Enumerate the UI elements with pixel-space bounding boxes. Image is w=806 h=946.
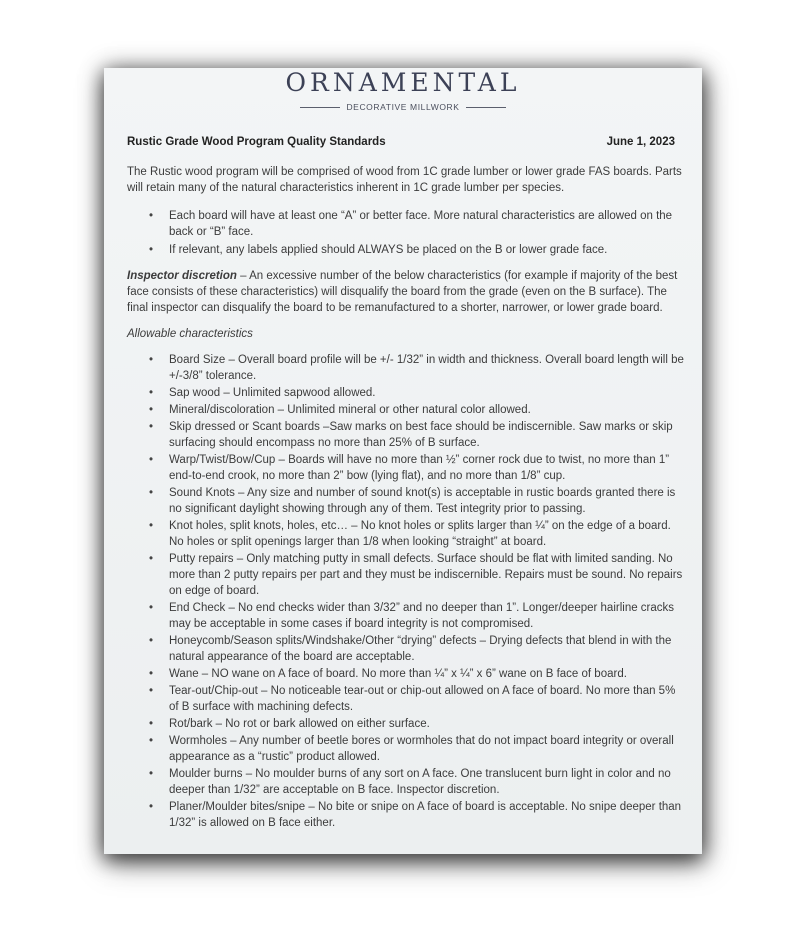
list-item: • Sap wood – Unlimited sapwood allowed. — [149, 385, 687, 401]
list-item: • Rot/bark – No rot or bark allowed on either surface. — [149, 716, 687, 732]
logo-rule-right — [466, 107, 506, 108]
logo-rule-left — [300, 107, 340, 108]
logo-tagline-row — [104, 102, 702, 112]
list-item: • Sound Knots – Any size and number of sound knot(s) is acceptable in rustic boards granted there is no significant daylight showing through any of them. Test integrity prior to passing. — [149, 485, 687, 517]
allowable-heading: Allowable characteristics — [127, 328, 253, 340]
list-item: • If relevant, any labels applied should ALWAYS be placed on the B or lower grade face. — [149, 242, 687, 258]
list-item: • Moulder burns – No moulder burns of any sort on A face. One translucent burn light in color and no deeper than 1/32” are acceptable on B face. Inspector discretion. — [149, 766, 687, 798]
list-item: • Planer/Moulder bites/snipe – No bite or snipe on A face of board is acceptable. No snipe deeper than 1/32” is allowed on B face either. — [149, 799, 687, 831]
document-page — [104, 68, 702, 854]
title-row — [127, 134, 687, 150]
list-item: • Skip dressed or Scant boards –Saw marks on best face should be indiscernible. Saw marks or skip surfacing should encompass no more than 25% of B surface. — [149, 419, 687, 451]
list-item: • Wormholes – Any number of beetle bores or wormholes that do not impact board integrity or overall appearance as a “rustic” product allowed. — [149, 733, 687, 765]
list-item: • Honeycomb/Season splits/Windshake/Other “drying” defects – Drying defects that blend in with the natural appearance of the board are acceptable. — [149, 633, 687, 665]
logo-wordmark: ORNAMENTAL — [285, 68, 521, 97]
list-item: • Mineral/discoloration – Unlimited mineral or other natural color allowed. — [149, 402, 687, 418]
list-item: • Wane – NO wane on A face of board. No more than ¼” x ¼” x 6” wane on B face of board. — [149, 666, 687, 682]
list-item: • Warp/Twist/Bow/Cup – Boards will have no more than ½” corner rock due to twist, no more than 1” end-to-end crook, no more than 2” bow (lying flat), and no more than 1/8” cup. — [149, 452, 687, 484]
document-date: June 1, 2023 — [606, 136, 675, 148]
list-item: • Tear-out/Chip-out – No noticeable tear-out or chip-out allowed on A face of board. No more than 5% of B surface with machining defects. — [149, 683, 687, 715]
logo-tagline: DECORATIVE MILLWORK — [346, 102, 460, 112]
allowable-list — [127, 352, 687, 831]
document-body — [127, 134, 687, 841]
inspector-text: – An excessive number of the below characteristics (for example if majority of the best face consists of these characteristics) will disqualify the board from the grade (even on the B surface). The final inspector can disqualify the board to be remanufactured to a shorter, narrower, or lower grade board. — [127, 270, 678, 314]
list-item: • Board Size – Overall board profile will be +/- 1/32” in width and thickness. Overall board length will be +/-3/8” tolerance. — [149, 352, 687, 384]
intro-paragraph: The Rustic wood program will be comprised of wood from 1C grade lumber or lower grade FAS boards. Parts will retain many of the natural characteristics inherent in 1C grade lumber per species. — [127, 166, 682, 194]
inspector-label: Inspector discretion — [127, 270, 237, 282]
company-logo — [104, 68, 702, 112]
list-item: • Putty repairs – Only matching putty in small defects. Surface should be flat with limited sanding. No more than 2 putty repairs per part and they must be indiscernible. Repairs must be sound. No repairs on edge of board. — [149, 551, 687, 599]
document-title: Rustic Grade Wood Program Quality Standards — [127, 136, 386, 148]
list-item: • Knot holes, split knots, holes, etc… – No knot holes or splits larger than ¼” on the edge of a board. No holes or split openings larger than 1/8 when looking “straight” at board. — [149, 518, 687, 550]
general-bullet-list — [127, 208, 687, 258]
list-item: • End Check – No end checks wider than 3/32” and no deeper than 1”. Longer/deeper hairline cracks may be acceptable in some cases if board integrity is not compromised. — [149, 600, 687, 632]
inspector-paragraph — [127, 268, 687, 316]
list-item: • Each board will have at least one “A” or better face. More natural characteristics are allowed on the back or “B” face. — [149, 208, 687, 240]
